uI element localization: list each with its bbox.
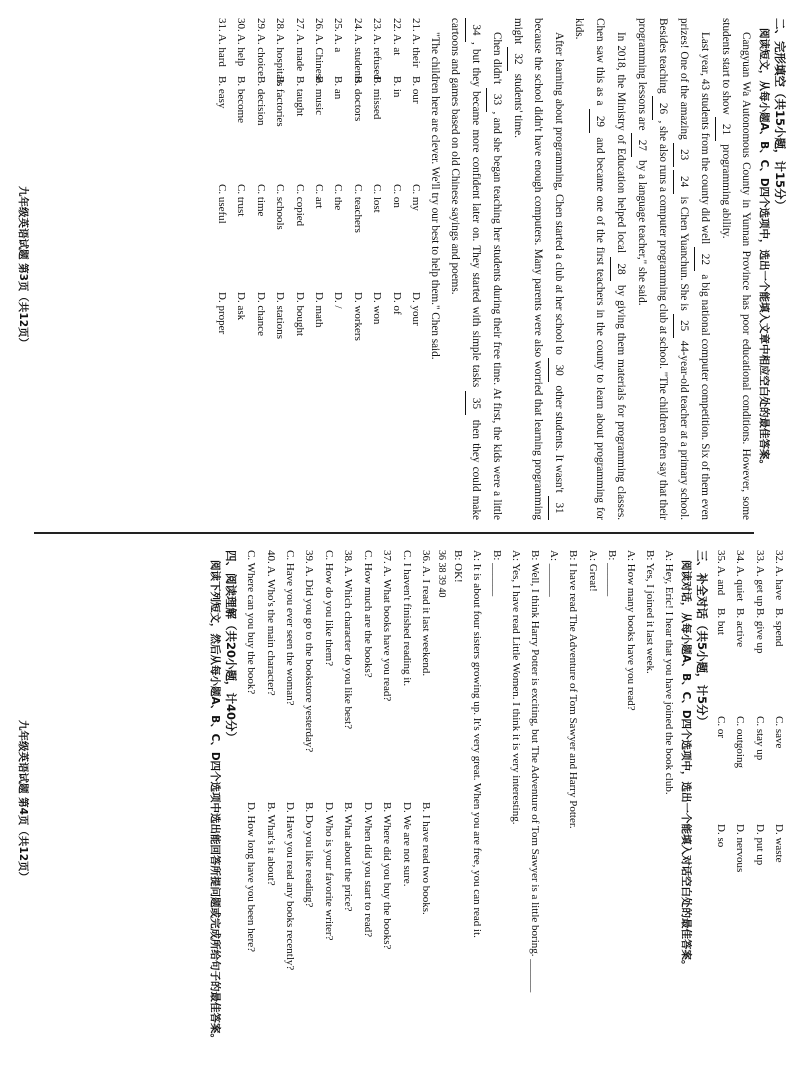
question-row: 36. A. I read it last weekend. B. I have read two books. <box>419 550 432 915</box>
option-row-30: 30. A. help B. become C. trust D. ask <box>235 18 248 321</box>
dialogue-line: B: Well, I think Harry Potter is exciting, but The Adventure of Tom Sawyer is a little boring. ______ <box>528 550 541 993</box>
dialogue-line: B: ______ <box>605 550 618 597</box>
blank-40: 40 <box>435 587 447 598</box>
blank-30: 30 <box>548 358 569 382</box>
blank-34: 34 <box>465 18 486 42</box>
blank-25: 25 <box>673 314 694 338</box>
dialogue-line: A: Great! <box>586 550 599 592</box>
passage-paragraph-2: Last year, 43 students from the county did well 22 a big national computer competition. Six of them even prizes! One of the amazing 23 24 is Chen Yuanchun. She is 25 44-year-old teacher at a primary school. Besides teaching 26, she also runs a computer programming club at school. "The children often say that their programming lessons are 27 by a language teacher," she said. <box>631 18 715 520</box>
blank-36: 36 <box>435 550 447 560</box>
blank-39: 39 <box>435 575 447 585</box>
question-row: C. I haven't finished reading it. D. We are not sure. <box>400 550 413 887</box>
section-title-reading: 四、阅读理解（共20小题，计40分） <box>223 550 238 744</box>
section-title-dialogue: 三、补全对话（共5小题，计5分） <box>695 550 710 728</box>
option-row-29: 29. A. choice B. decision C. time D. chance <box>254 18 267 336</box>
question-row: 37. A. What books have you read? B. Where did you buy the books? <box>381 550 394 950</box>
blank-28: 28 <box>610 257 631 281</box>
dialogue-line: B: I have read The Adventure of Tom Sawyer and Harry Potter. <box>567 550 580 829</box>
option-row-22: 22. A. at B. in C. on D. of <box>390 18 403 315</box>
passage-paragraph-5: Chen didn't 33, and she began teaching her students during their free time. At first, the kids were a little 34, but they became more confident later on. They started with simple tasks 35 then they could make cartoons and games based on old Chinese sayings and poems. <box>445 18 507 520</box>
option-row-33: 33. A. get up B. give up C. stay up D. put up <box>753 550 766 866</box>
blank-24: 24 <box>673 170 694 194</box>
option-row-23: 23. A. refused B. missed C. lost D. won <box>371 18 384 325</box>
dialogue <box>448 550 678 1054</box>
dialogue-line: A: Yes, I have read Little Women. I think it is very interesting. <box>509 550 522 825</box>
blank-27: 27 <box>631 133 652 157</box>
page-footer-4: 九年级英语试题 第4页（共12页） <box>17 719 29 883</box>
question-row: 39. A. Did you go to the bookstore yesterday? B. Do you like reading? <box>303 550 316 908</box>
option-row-35: 35. A. and B. but C. or D. so <box>714 550 727 848</box>
question-row: C. Where can you buy the book? D. How long have you been here? <box>245 550 258 952</box>
question-row: C. Have you ever seen the woman? D. Have you read any books recently? <box>284 550 297 971</box>
passage-paragraph-1: Cangyuan Wa Autonomous County in Yunnan Province has poor educational conditions. However, some students start to show 21 programming ability. <box>715 18 756 520</box>
blank-29: 29 <box>589 109 610 133</box>
option-row-28: 28. A. hospitals B. factories C. schools D. stations <box>274 18 287 340</box>
passage-paragraph-4: After learning about programming, Chen started a club at her school to 30 other students. It wasn't 31 because the school didn't have enough computers. Many parents were also worried that learning programming might 32 students' time. <box>507 18 569 520</box>
question-row: 40. A. Who's the main character? B. What's it about? <box>264 550 277 886</box>
section-instruction-cloze: 阅读短文，从每小题A、B、C、D四个选项中，选出一个能填入文章中相应空白处的最佳答案。 <box>758 28 770 471</box>
option-row-25: 25. A. a B. an C. the D. / <box>332 18 345 309</box>
blank-number-labels <box>435 550 448 1054</box>
dialogue-line: A: ______ <box>548 550 561 597</box>
dialogue-line: A: Hey, Eric! I hear that you have joined the book club. <box>663 550 676 795</box>
blank-33: 33 <box>486 88 507 112</box>
dialogue-line: B: ______ <box>490 550 503 597</box>
passage-paragraph-6: "The children here are clever. We'll try our best to help them." Chen said. <box>429 32 441 360</box>
cloze-options <box>212 18 425 520</box>
question-row: C. How much are the books? D. When did you start to read? <box>361 550 374 938</box>
question-row: C. How do you like them? D. Who is your favorite writer? <box>322 550 335 941</box>
blank-38: 38 <box>435 562 447 573</box>
blank-32: 32 <box>507 47 528 71</box>
option-row-24: 24. A. students B. doctors C. teachers D. workers <box>351 18 364 341</box>
section-title-cloze: 二、完形填空（共15小题，计15分） <box>773 18 787 212</box>
blank-22: 22 <box>694 247 715 271</box>
dialogue-line: A: It is about four sisters growing up. It's very great. When you are free, you can read it. <box>471 550 484 938</box>
option-row-34: 34. A. quiet B. active C. outgoing D. nervous <box>734 550 747 873</box>
page-4 <box>0 534 794 1068</box>
blank-35: 35 <box>465 391 486 415</box>
option-row-26: 26. A. Chinese B. music C. art D. math <box>312 18 325 328</box>
option-row-31: 31. A. hard B. easy C. useful D. proper <box>215 18 228 335</box>
dialogue-line: B: Yes, I joined it last week. <box>644 550 657 674</box>
question-row: 38. A. Which character do you like best? B. What about the price? <box>342 550 355 912</box>
option-row-32: 32. A. have B. spend C. save D. waste <box>773 550 785 863</box>
option-row-21: 21. A. their B. our C. my D. your <box>410 18 422 326</box>
dialogue-options <box>241 550 435 1054</box>
section-instruction-dialogue: 阅读对话，从每小题A、B、C、D四个选项中，选出一个能填入对话空白处的最佳答案。 <box>680 560 693 971</box>
page-footer-3: 九年级英语试题 第3页（共12页） <box>17 185 29 349</box>
blank-31: 31 <box>548 496 569 520</box>
dialogue-line: A: How many books have you read? <box>624 550 637 711</box>
blank-21: 21 <box>715 117 736 141</box>
blank-26: 26 <box>652 96 673 120</box>
blank-23: 23 <box>673 143 694 167</box>
section-instruction-reading: 阅读下列短文，然后从每小题A、B、C、D四个选项中选出能回答所提问题或完成所给句子的最佳答案。 <box>208 560 221 1045</box>
passage-paragraph-3: In 2018, the Ministry of Education helped local 28 by giving them materials for programming classes. Chen saw this as a 29 and became one of the first teachers in the county to learn about programming for kids. <box>569 18 631 520</box>
cloze-options-continued <box>710 550 788 1054</box>
option-row-27: 27. A. made B. taught C. copied D. bought <box>293 18 306 336</box>
dialogue-line: B: OK! <box>452 550 465 583</box>
